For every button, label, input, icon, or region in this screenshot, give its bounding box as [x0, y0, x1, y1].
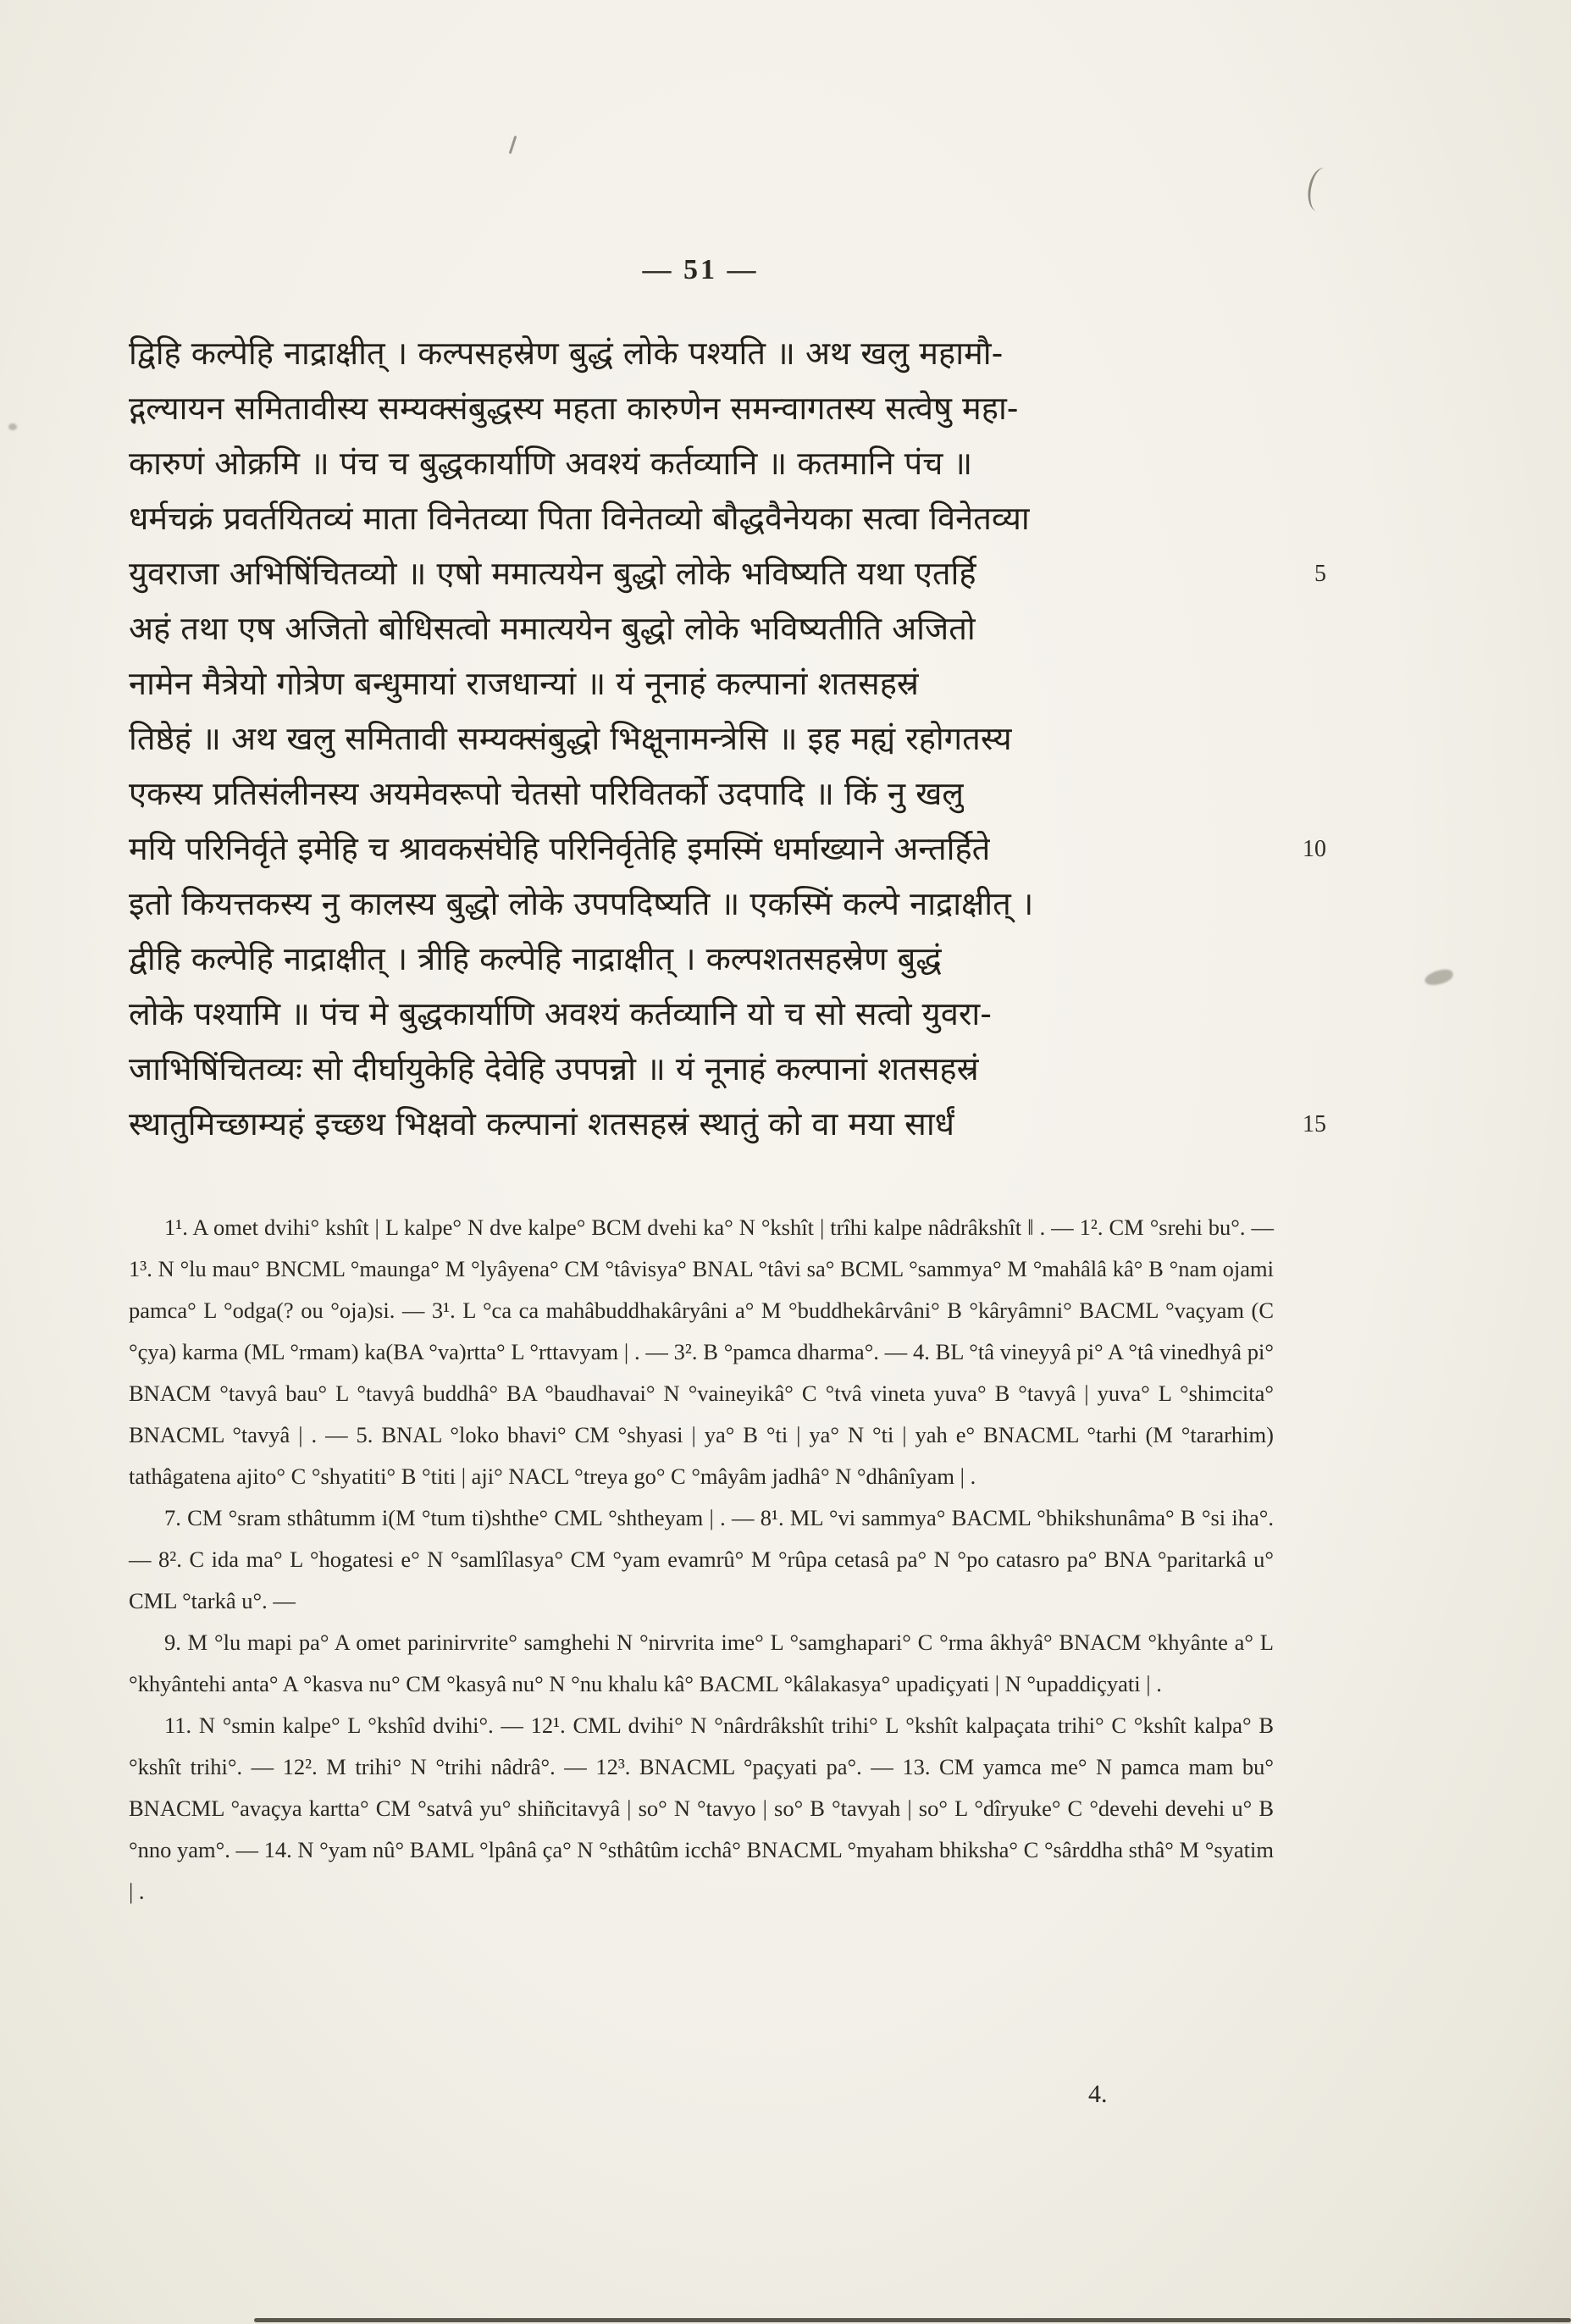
body-text-line	[129, 326, 1274, 381]
body-text-line	[129, 1097, 1326, 1152]
devanagari-text: लोके पश्यामि ॥ पंच मे बुद्धकार्याणि अवश्यं कर्तव्यानि यो च सो सत्वो युवरा-	[129, 995, 992, 1032]
margin-line-number: 5	[1314, 561, 1326, 587]
scan-artifact-paren-mark	[1305, 166, 1337, 213]
signature-number: 4.	[1088, 2080, 1108, 2108]
devanagari-text: धर्मचक्रं प्रवर्तयितव्यं माता विनेतव्या पिता विनेतव्यो बौद्धवैनेयका सत्वा विनेतव्या	[129, 500, 1030, 537]
apparatus-paragraph: 11. N °smin kalpe° L °kshîd dvihi°. — 12¹. CML dvihi° N °nârdrâkshît trihi° L °kshît kalpaçata trihi° C °kshît kalpa° B °kshît trihi°. — 12². M trihi° N °trihi nâdrâ°. — 12³. BNACML °paçyati pa°. — 13. CM yamca me° N pamca mam bu° BNACML °avaçya kartta° CM °satvâ yu° shiñcitavyâ | so° N °tavyo | so° B °tavyah | so° L °dîryuke° C °devehi devehi u° B °nno yam°. — 14. N °yam nû° BAML °lpânâ ça° N °sthâtûm icchâ° BNACML °myaham bhiksha° C °sârddha sthâ° M °syatim | .	[129, 1713, 1274, 1904]
devanagari-text: इतो कियत्तकस्य नु कालस्य बुद्धो लोके उपपदिष्यति ॥ एकस्मिं कल्पे नाद्राक्षीत् ।	[129, 885, 1034, 922]
body-text-line	[129, 711, 1274, 766]
devanagari-text: जाभिषिंचितव्यः सो दीर्घायुकेहि देवेहि उपपन्नो ॥ यं नूनाहं कल्पानां शतसहस्रं	[129, 1050, 979, 1087]
devanagari-text: अहं तथा एष अजितो बोधिसत्वो ममात्ययेन बुद्धो लोके भविष्यतीति अजितो	[129, 610, 976, 647]
scan-bottom-edge	[254, 2318, 1571, 2322]
body-text-line	[129, 987, 1274, 1042]
critical-apparatus	[129, 1207, 1274, 1912]
body-text-line	[129, 436, 1274, 491]
apparatus-paragraph: 9. M °lu mapi pa° A omet parinirvrite° samghehi N °nirvrita ime° L °samghapari° C °rma âkhyâ° BNACM °khyânte a° L °khyântehi anta° A °kasva nu° CM °kasyâ nu° N °nu khalu kâ° BACML °kâlakasya° upadiçyati | N °upaddiçyati | .	[129, 1630, 1274, 1696]
devanagari-text: तिष्ठेहं ॥ अथ खलु समितावी सम्यक्संबुद्धो भिक्षूनामन्त्रेसि ॥ इह मह्यं रहोगतस्य	[129, 720, 1012, 757]
scan-artifact-smudge	[1424, 968, 1455, 988]
body-text-line	[129, 877, 1274, 932]
devanagari-text: युवराजा अभिषिंचितव्यो ॥ एषो ममात्ययेन बुद्धो लोके भविष्यति यथा एतर्हि	[129, 555, 976, 592]
page-number: — 51 —	[642, 254, 759, 285]
devanagari-text: एकस्य प्रतिसंलीनस्य अयमेवरूपो चेतसो परिवितर्को उदपादि ॥ किं नु खलु	[129, 775, 965, 812]
devanagari-text: कारुणं ओक्रमि ॥ पंच च बुद्धकार्याणि अवश्यं कर्तव्यानि ॥ कतमानि पंच ॥	[129, 445, 973, 482]
scan-artifact-tick-mark	[509, 136, 517, 154]
devanagari-text: स्थातुमिच्छाम्यहं इच्छथ भिक्षवो कल्पानां शतसहस्रं स्थातुं को वा मया सार्धं	[129, 1105, 955, 1143]
body-text-line	[129, 656, 1274, 711]
body-text-line	[129, 546, 1326, 601]
scan-artifact-dot	[8, 423, 17, 430]
margin-line-number: 15	[1303, 1111, 1326, 1137]
margin-line-number: 10	[1303, 836, 1326, 862]
body-text-line	[129, 1042, 1274, 1097]
devanagari-text: मयि परिनिर्वृते इमेहि च श्रावकसंघेहि परिनिर्वृतेहि इमस्मिं धर्माख्याने अन्तर्हिते	[129, 830, 991, 867]
body-text-line	[129, 381, 1274, 436]
devanagari-text: नामेन मैत्रेयो गोत्रेण बन्धुमायां राजधान्यां ॥ यं नूनाहं कल्पानां शतसहस्रं	[129, 665, 919, 702]
apparatus-paragraph: 7. CM °sram sthâtumm i(M °tum ti)shthe° CML °shtheyam | . — 8¹. ML °vi sammya° BACML °bhikshunâma° B °si iha°. — 8². C ida ma° L °hogatesi e° N °samlîlasya° CM °yam evamrû° M °rûpa cetasâ pa° N °po catasro pa° BNA °paritarkâ u° CML °tarkâ u°. —	[129, 1505, 1274, 1613]
apparatus-paragraph: 1¹. A omet dvihi° kshît | L kalpe° N dve kalpe° BCM dvehi ka° N °kshît | trîhi kalpe nâdrâkshît ‖ . — 1². CM °srehi bu°. — 1³. N °lu mau° BNCML °maunga° M °lyâyena° CM °tâvisya° BNAL °tâvi sa° BCML °sammya° M °mahâlâ kâ° B °nam ojami pamca° L °odga(? ou °oja)si. — 3¹. L °ca ca mahâbuddhakâryâni a° M °buddhekârvâni° B °kâryâmni° BACML °vaçyam (C °çya) karma (ML °rmam) ka(BA °va)rtta° L °rttavyam | . — 3². B °pamca dharma°. — 4. BL °tâ vineyyâ pi° A °tâ vinedhyâ pi° BNACM °tavyâ bau° L °tavyâ buddhâ° BA °baudhavai° N °vaineyikâ° C °tvâ vineta yuva° B °tavyâ | yuva° L °shimcita° BNACML °tavyâ | . — 5. BNAL °loko bhavi° CM °shyasi | ya° B °ti | ya° N °ti | yah e° BNACML °tarhi (M °tararhim) tathâgatena ajito° C °shyatiti° B °titi | aji° NACL °treya go° C °mâyâm jadhâ° N °dhânîyam | .	[129, 1215, 1274, 1489]
body-text-line	[129, 491, 1274, 546]
devanagari-text: द्विहि कल्पेहि नाद्राक्षीत् । कल्पसहस्रेण बुद्धं लोके पश्यति ॥ अथ खलु महामौ-	[129, 335, 1004, 372]
body-text-line	[129, 932, 1274, 987]
devanagari-text: द्वीहि कल्पेहि नाद्राक्षीत् । त्रीहि कल्पेहि नाद्राक्षीत् । कल्पशतसहस्रेण बुद्धं	[129, 940, 942, 977]
body-text-line	[129, 601, 1274, 656]
body-text-line	[129, 822, 1326, 877]
body-text-line	[129, 766, 1274, 822]
devanagari-text: द्गल्यायन समितावीस्य सम्यक्संबुद्धस्य महता कारुणेन समन्वागतस्य सत्वेषु महा-	[129, 390, 1019, 427]
main-text-block	[129, 326, 1326, 1152]
